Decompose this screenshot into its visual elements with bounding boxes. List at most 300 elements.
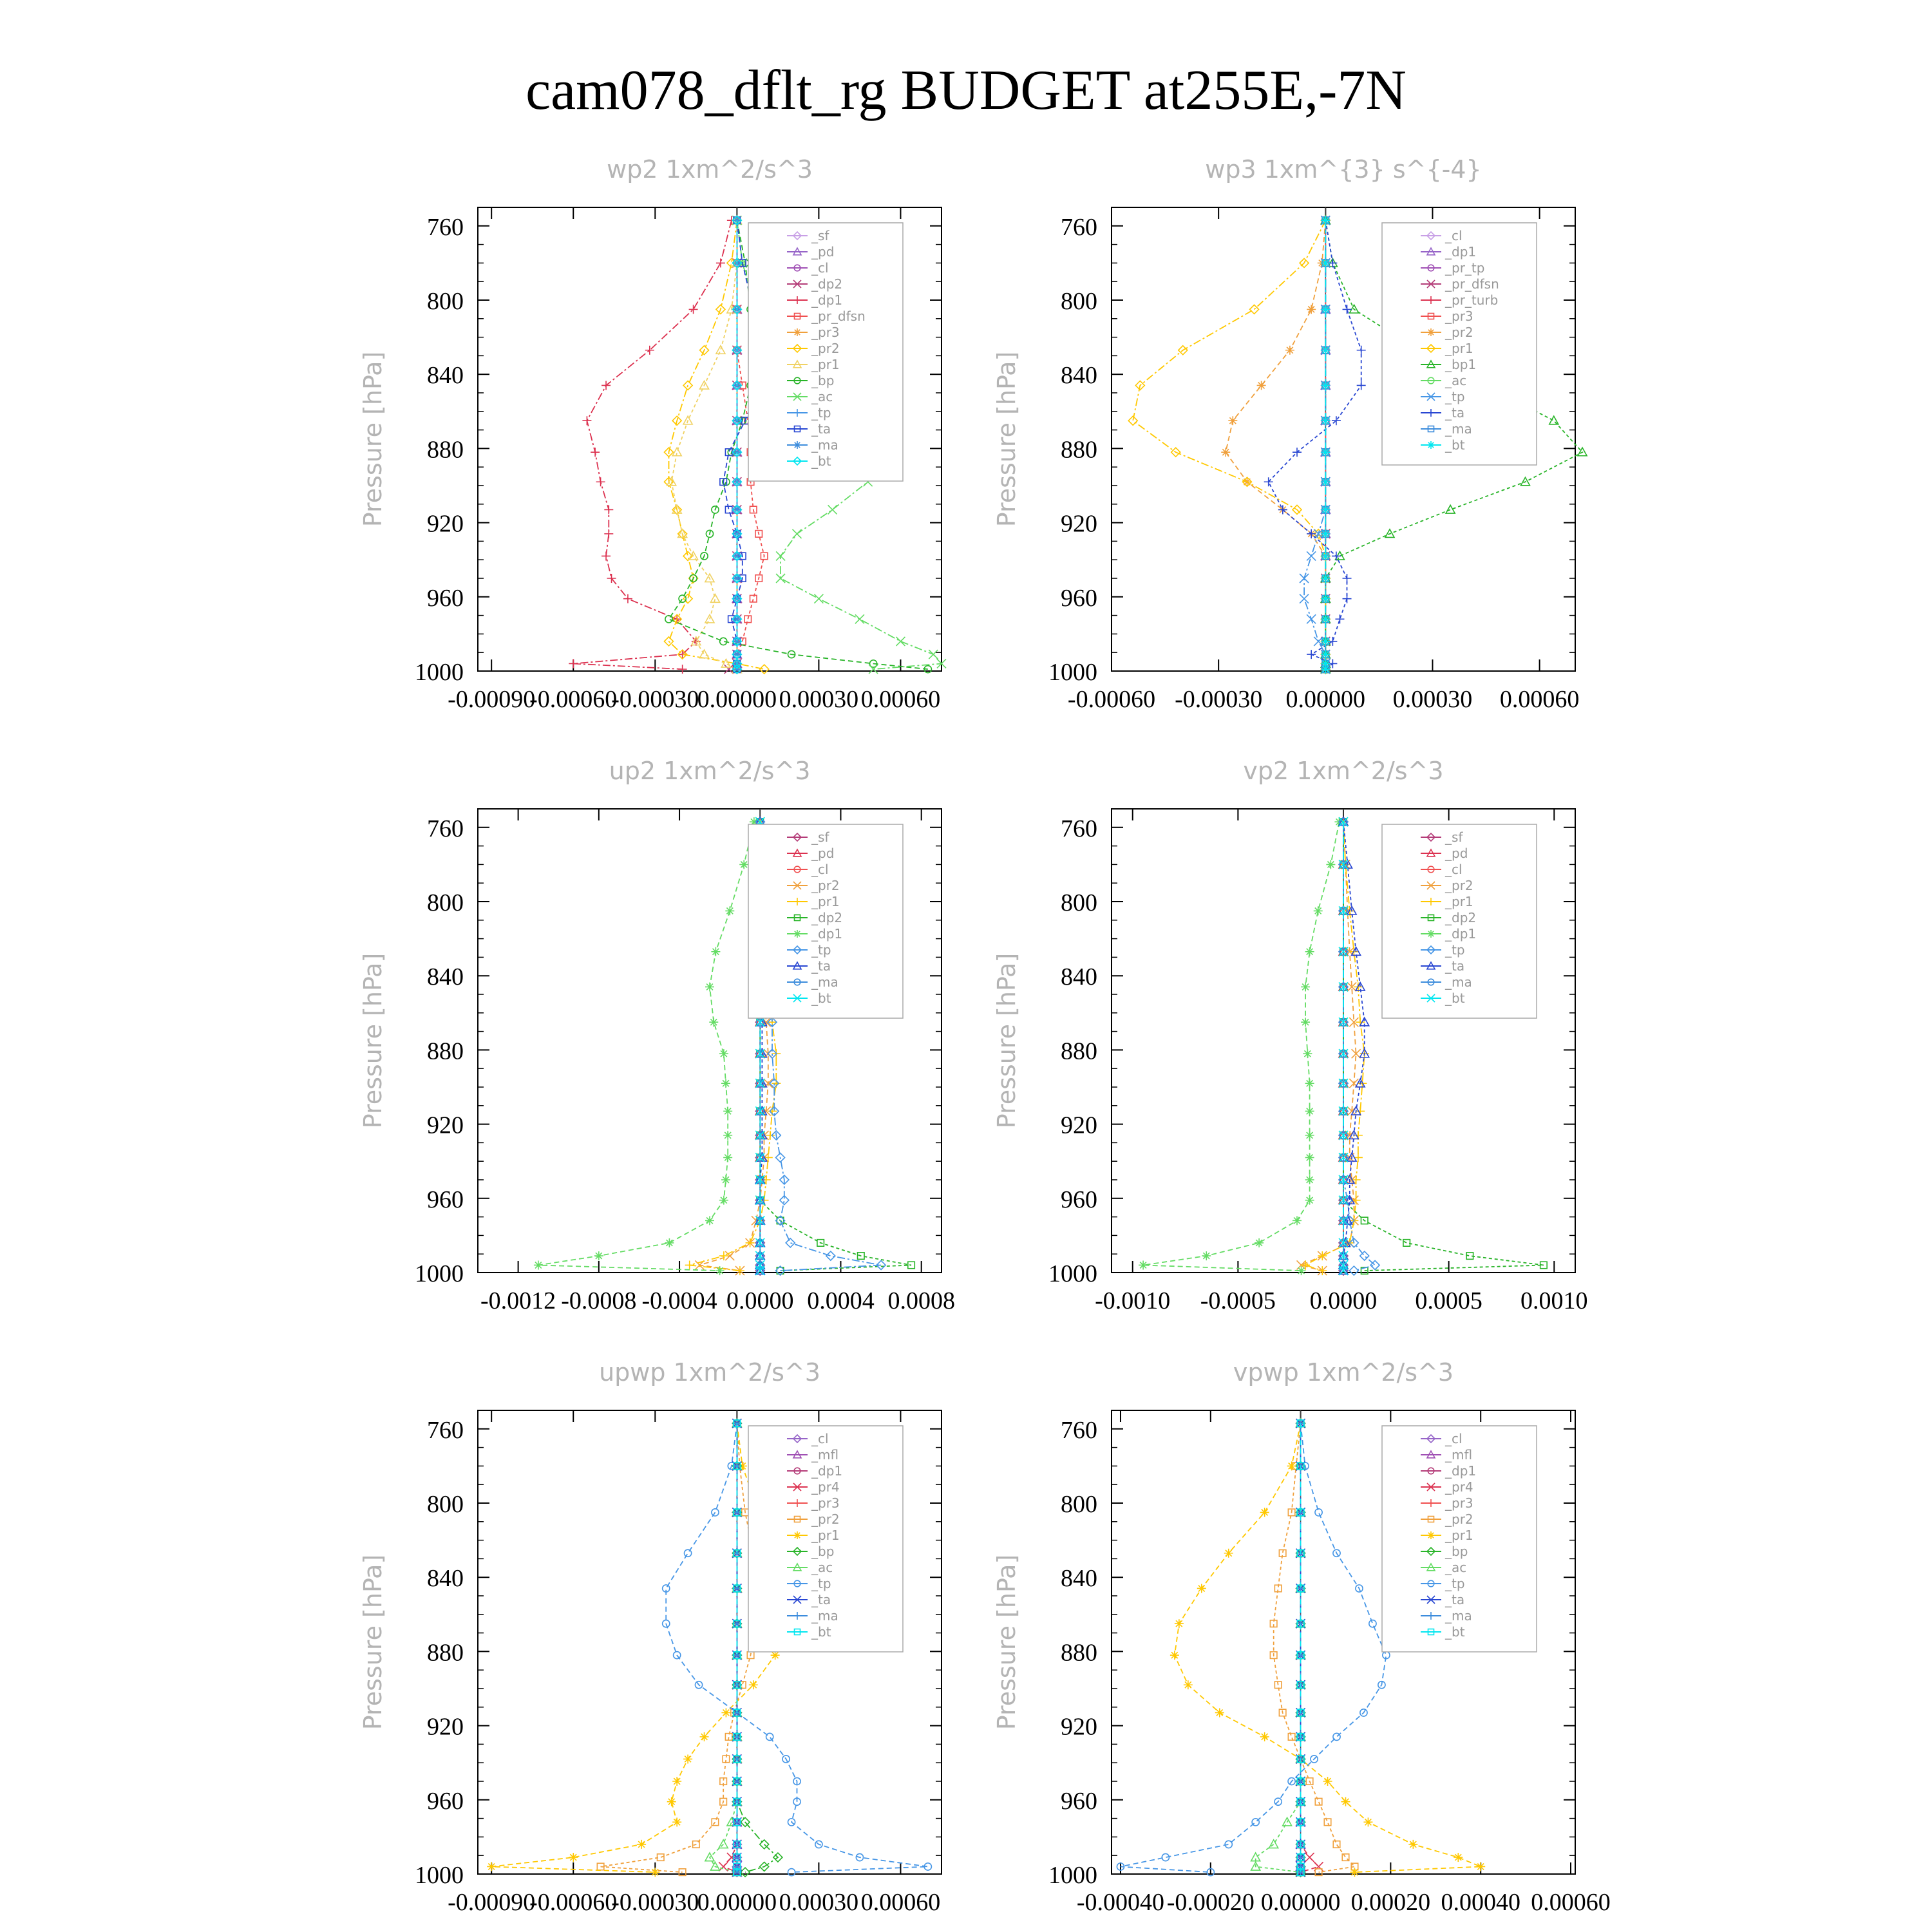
- data-point: [723, 1153, 732, 1162]
- legend-entry: _bp: [811, 1544, 835, 1559]
- y-tick-label: 760: [427, 213, 464, 241]
- data-point: [1224, 1549, 1233, 1558]
- legend-entry: _dp1: [811, 926, 843, 942]
- legend-entry: _bp1: [1445, 357, 1477, 372]
- data-point: [826, 1251, 835, 1260]
- data-point: [721, 1079, 730, 1088]
- series-line: [1121, 1423, 1386, 1872]
- data-point: [855, 614, 864, 623]
- x-tick-label: -0.00020: [1166, 1889, 1255, 1916]
- data-point: [1255, 1238, 1264, 1247]
- data-point: [1300, 594, 1309, 603]
- data-point: [1300, 574, 1309, 583]
- y-tick-label: 800: [427, 889, 464, 916]
- chart-panel-2: [992, 155, 1587, 713]
- series-pr4: [719, 1419, 741, 1877]
- y-tick-label: 960: [1061, 1787, 1097, 1815]
- data-point: [1305, 1196, 1314, 1205]
- x-tick-label: -0.0008: [561, 1287, 637, 1314]
- data-point: [788, 1869, 795, 1876]
- data-point: [665, 1238, 674, 1247]
- panel-title: up2 1xm^2/s^3: [609, 757, 811, 785]
- data-point: [487, 1862, 496, 1871]
- data-point: [1321, 505, 1330, 514]
- y-axis-label: Pressure [hPa]: [359, 351, 387, 527]
- data-point: [709, 1018, 718, 1027]
- data-point: [760, 665, 769, 674]
- data-point: [1454, 1853, 1463, 1862]
- data-point: [1349, 1266, 1358, 1275]
- data-point: [1305, 1153, 1314, 1162]
- y-tick-label: 920: [1061, 1713, 1097, 1741]
- legend-entry: _tp: [811, 405, 831, 421]
- data-point: [1427, 441, 1435, 449]
- x-tick-label: -0.00030: [1175, 686, 1263, 713]
- x-tick-label: 0.00000: [697, 1889, 777, 1916]
- data-point: [744, 616, 752, 623]
- series-line: [1133, 220, 1325, 669]
- legend: [1382, 1426, 1537, 1652]
- data-point: [678, 665, 687, 674]
- data-point: [1333, 1841, 1340, 1848]
- data-point: [776, 551, 785, 560]
- data-point: [1321, 258, 1330, 267]
- legend-entry: _tp: [811, 942, 831, 958]
- panel-title: vp2 1xm^2/s^3: [1243, 757, 1444, 785]
- legend-entry: _ac: [1445, 1560, 1467, 1575]
- data-point: [637, 1840, 646, 1849]
- data-point: [793, 441, 801, 449]
- y-tick-label: 840: [427, 963, 464, 991]
- x-tick-label: 0.00060: [860, 686, 941, 713]
- y-tick-label: 1000: [1048, 659, 1097, 686]
- data-point: [1408, 1840, 1417, 1849]
- x-tick-label: 0.00000: [1285, 686, 1366, 713]
- data-point: [569, 659, 578, 668]
- legend-entry: _pr_turb: [1445, 292, 1499, 308]
- legend-entry: _sf: [811, 228, 829, 243]
- legend-entry: _dp1: [811, 1463, 843, 1479]
- series-line: [573, 220, 732, 669]
- data-point: [1321, 574, 1330, 583]
- data-point: [1307, 305, 1316, 314]
- data-point: [1335, 614, 1344, 623]
- chart-panel-3: [359, 757, 955, 1314]
- y-axis-label: Pressure [hPa]: [992, 351, 1021, 527]
- data-point: [711, 947, 720, 956]
- y-axis-label: Pressure [hPa]: [992, 952, 1021, 1129]
- data-point: [1323, 1777, 1332, 1786]
- y-tick-label: 840: [1061, 963, 1097, 991]
- legend-entry: _bt: [1445, 990, 1465, 1006]
- y-axis-label: Pressure [hPa]: [359, 952, 387, 1129]
- data-point: [1363, 1817, 1372, 1826]
- y-tick-label: 960: [427, 584, 464, 612]
- legend-entry: _cl: [811, 862, 829, 877]
- y-tick-label: 800: [1061, 1491, 1097, 1518]
- data-point: [1260, 1732, 1269, 1741]
- legend-entry: _pr4: [811, 1479, 840, 1495]
- data-point: [786, 1238, 795, 1247]
- data-point: [793, 930, 801, 938]
- x-tick-label: -0.00060: [529, 1889, 618, 1916]
- data-point: [721, 1708, 730, 1717]
- x-tick-label: -0.00040: [1076, 1889, 1165, 1916]
- chart-panel-4: [992, 757, 1588, 1314]
- legend-entry: _pr2: [811, 878, 840, 893]
- y-tick-label: 760: [1061, 815, 1097, 842]
- legend-entry: _dp2: [1445, 910, 1477, 925]
- data-point: [1128, 416, 1137, 425]
- series-pr2: [1270, 1420, 1358, 1875]
- y-tick-label: 1000: [1048, 1260, 1097, 1287]
- data-point: [1184, 1680, 1193, 1689]
- data-point: [667, 1797, 676, 1806]
- x-tick-label: 0.00060: [1531, 1889, 1611, 1916]
- legend-entry: _pr3: [811, 1495, 840, 1511]
- legend-entry: _pr_tp: [1445, 260, 1485, 276]
- data-point: [1305, 947, 1314, 956]
- data-point: [1285, 346, 1294, 355]
- y-tick-label: 1000: [1048, 1862, 1097, 1889]
- y-tick-label: 880: [427, 1037, 464, 1065]
- legend: [1382, 824, 1537, 1018]
- data-point: [1326, 860, 1335, 869]
- data-point: [1357, 381, 1366, 390]
- y-tick-label: 840: [1061, 1565, 1097, 1593]
- legend-entry: _tp: [1445, 942, 1465, 958]
- series-pr1: [667, 216, 742, 673]
- data-point: [582, 416, 591, 425]
- legend-entry: _bp: [1445, 1544, 1468, 1559]
- data-point: [766, 1733, 773, 1740]
- y-tick-label: 880: [427, 1639, 464, 1667]
- series-dp1: [534, 817, 759, 1275]
- legend-entry: _pr1: [811, 1528, 840, 1543]
- series-line: [491, 1423, 791, 1872]
- data-point: [672, 1777, 681, 1786]
- data-point: [1293, 1216, 1302, 1225]
- data-point: [721, 1175, 730, 1184]
- x-tick-label: 0.0000: [726, 1287, 794, 1314]
- legend-entry: _bp: [811, 373, 835, 388]
- data-point: [1307, 650, 1316, 659]
- legend-entry: _bt: [1445, 1624, 1465, 1640]
- data-point: [1427, 1531, 1435, 1539]
- legend-entry: _pr2: [1445, 878, 1473, 893]
- legend-entry: _ma: [1445, 974, 1472, 990]
- data-point: [1301, 982, 1310, 991]
- data-point: [1303, 1049, 1312, 1058]
- data-point: [594, 1251, 603, 1260]
- panel-title: wp3 1xm^{3} s^{-4}: [1205, 155, 1482, 184]
- data-point: [685, 1260, 694, 1269]
- data-point: [1321, 551, 1330, 560]
- data-point: [1427, 930, 1435, 938]
- legend-entry: _dp2: [811, 276, 843, 292]
- x-tick-label: 0.00030: [779, 686, 859, 713]
- legend-entry: _pr1: [1445, 341, 1473, 356]
- y-tick-label: 840: [427, 362, 464, 390]
- legend-entry: _sf: [1445, 829, 1463, 845]
- data-point: [672, 1817, 681, 1826]
- y-tick-label: 760: [1061, 213, 1097, 241]
- legend: [1382, 223, 1537, 465]
- legend-entry: _tp: [1445, 1576, 1465, 1591]
- data-point: [750, 595, 757, 602]
- x-tick-label: -0.00060: [1067, 686, 1156, 713]
- x-tick-label: -0.0004: [641, 1287, 717, 1314]
- legend-entry: _mfl: [1445, 1447, 1473, 1463]
- data-point: [716, 346, 725, 354]
- legend-entry: _pd: [811, 244, 835, 260]
- data-point: [534, 1260, 543, 1269]
- data-point: [569, 1853, 578, 1862]
- data-point: [1301, 1018, 1310, 1027]
- y-tick-label: 920: [427, 1713, 464, 1741]
- data-point: [1197, 1584, 1206, 1593]
- data-point: [1321, 216, 1330, 225]
- data-point: [1315, 1509, 1322, 1516]
- chart-panel-1: [359, 155, 946, 713]
- y-tick-label: 840: [427, 1565, 464, 1593]
- series-tp: [1339, 817, 1379, 1275]
- legend-entry: _pr2: [1445, 325, 1473, 340]
- chart-panel-6: [992, 1358, 1611, 1916]
- legend-entry: _ta: [811, 1592, 831, 1607]
- y-tick-label: 920: [1061, 1112, 1097, 1139]
- series-dp1: [569, 216, 736, 674]
- data-point: [650, 1868, 659, 1877]
- y-tick-label: 960: [1061, 1186, 1097, 1213]
- data-point: [1314, 906, 1323, 915]
- data-point: [1332, 416, 1341, 425]
- legend-entry: _pr_dfsn: [811, 308, 866, 324]
- chart-panel-5: [359, 1358, 942, 1916]
- data-point: [869, 665, 878, 674]
- legend-entry: _cl: [1445, 862, 1463, 877]
- data-point: [1549, 416, 1558, 424]
- legend-entry: _cl: [811, 260, 829, 276]
- legend-entry: _dp1: [811, 292, 843, 308]
- data-point: [828, 505, 837, 514]
- legend-entry: _ma: [811, 437, 838, 453]
- x-tick-label: 0.0010: [1520, 1287, 1588, 1314]
- x-tick-label: -0.00060: [529, 686, 618, 713]
- series-line: [538, 822, 754, 1271]
- data-point: [896, 637, 905, 646]
- series-pr2: [1221, 216, 1330, 674]
- data-point: [793, 529, 802, 538]
- legend-entry: _ma: [1445, 1608, 1472, 1624]
- y-tick-label: 800: [427, 1491, 464, 1518]
- x-tick-label: -0.00090: [448, 1889, 536, 1916]
- legend-entry: _pr3: [811, 325, 840, 340]
- y-tick-label: 920: [427, 1112, 464, 1139]
- data-point: [776, 574, 785, 583]
- legend-entry: _bt: [811, 990, 831, 1006]
- data-point: [719, 1049, 728, 1058]
- legend-entry: _ta: [811, 958, 831, 974]
- data-point: [1305, 1106, 1314, 1115]
- legend-entry: _pr1: [1445, 1528, 1473, 1543]
- y-tick-label: 840: [1061, 362, 1097, 390]
- data-point: [705, 1216, 714, 1225]
- legend-entry: _ma: [1445, 421, 1472, 437]
- x-tick-label: 0.0000: [1309, 1287, 1378, 1314]
- y-tick-label: 880: [1061, 436, 1097, 464]
- x-tick-label: 0.00030: [779, 1889, 859, 1916]
- legend-entry: _pd: [1445, 846, 1468, 861]
- data-point: [793, 328, 801, 336]
- legend-entry: _dp1: [1445, 926, 1477, 942]
- data-point: [679, 595, 686, 602]
- data-point: [1305, 1853, 1314, 1862]
- data-point: [1321, 529, 1330, 538]
- legend-entry: _ta: [1445, 405, 1465, 421]
- x-tick-label: -0.00030: [611, 1889, 699, 1916]
- data-point: [1264, 477, 1273, 486]
- data-point: [604, 505, 613, 514]
- data-point: [591, 448, 600, 457]
- data-point: [1427, 328, 1435, 336]
- legend-entry: _tp: [811, 1576, 831, 1591]
- data-point: [1305, 1131, 1314, 1140]
- data-point: [705, 982, 714, 991]
- data-point: [1202, 1251, 1211, 1260]
- y-tick-label: 960: [1061, 584, 1097, 612]
- x-tick-label: 0.00060: [1499, 686, 1580, 713]
- data-point: [604, 529, 613, 538]
- legend-entry: _pr2: [811, 341, 840, 356]
- data-point: [1305, 1175, 1314, 1184]
- legend-entry: _pr1: [811, 894, 840, 909]
- legend-entry: _mfl: [811, 1447, 839, 1463]
- series-line: [1226, 220, 1325, 669]
- y-tick-label: 880: [1061, 1037, 1097, 1065]
- series-ta: [1264, 216, 1366, 674]
- data-point: [1305, 1079, 1314, 1088]
- series-dp1: [1139, 817, 1343, 1275]
- legend-entry: _dp1: [1445, 1463, 1477, 1479]
- y-tick-label: 760: [427, 815, 464, 842]
- data-point: [716, 258, 725, 267]
- y-tick-label: 920: [1061, 510, 1097, 538]
- y-axis-label: Pressure [hPa]: [359, 1554, 387, 1730]
- x-tick-label: -0.0012: [480, 1287, 556, 1314]
- data-point: [723, 1131, 732, 1140]
- legend-entry: _ma: [811, 974, 838, 990]
- x-tick-label: 0.0004: [807, 1287, 875, 1314]
- data-point: [1307, 614, 1316, 623]
- data-point: [1341, 1797, 1350, 1806]
- legend-entry: _pd: [811, 846, 835, 861]
- data-point: [929, 650, 938, 659]
- legend-entry: _sf: [811, 829, 829, 845]
- legend: [748, 1426, 903, 1652]
- legend-entry: _pr2: [1445, 1511, 1473, 1527]
- y-axis-label: Pressure [hPa]: [992, 1554, 1021, 1730]
- data-point: [601, 551, 611, 560]
- data-point: [1369, 1620, 1376, 1627]
- y-tick-label: 760: [427, 1416, 464, 1444]
- legend-entry: _ta: [811, 421, 831, 437]
- data-point: [739, 860, 748, 869]
- data-point: [719, 1196, 728, 1205]
- legend-entry: _dp1: [1445, 244, 1477, 260]
- data-point: [723, 1106, 732, 1115]
- x-tick-label: 0.0008: [887, 1287, 955, 1314]
- x-tick-label: 0.00000: [1260, 1889, 1341, 1916]
- legend-entry: _pr3: [1445, 1495, 1473, 1511]
- data-point: [1215, 1708, 1224, 1717]
- y-tick-label: 1000: [415, 1260, 464, 1287]
- data-point: [1139, 1260, 1148, 1269]
- x-tick-label: 0.00040: [1441, 1889, 1520, 1916]
- series-pr1: [1128, 216, 1330, 674]
- series-ac: [705, 1419, 741, 1876]
- data-point: [1333, 1733, 1340, 1740]
- data-point: [1321, 305, 1330, 314]
- legend-entry: _ac: [811, 389, 833, 404]
- legend-entry: _pr3: [1445, 308, 1473, 324]
- x-tick-label: -0.0005: [1200, 1287, 1276, 1314]
- legend-entry: _ma: [811, 1608, 838, 1624]
- y-tick-label: 920: [427, 510, 464, 538]
- panel-title: upwp 1xm^2/s^3: [599, 1358, 820, 1387]
- data-point: [793, 1531, 801, 1539]
- series-tp: [1117, 1420, 1390, 1876]
- data-point: [1301, 1260, 1310, 1269]
- data-point: [1350, 1868, 1359, 1877]
- data-point: [715, 1266, 724, 1275]
- data-point: [700, 1732, 709, 1741]
- figure-title: cam078_dflt_rg BUDGET at255E,-7N: [526, 59, 1406, 122]
- y-tick-label: 800: [427, 288, 464, 315]
- data-point: [1446, 505, 1455, 513]
- legend-entry: _bt: [1445, 437, 1465, 453]
- x-tick-label: 0.00000: [697, 686, 777, 713]
- legend-entry: _dp2: [811, 910, 843, 925]
- data-point: [1297, 1266, 1306, 1275]
- legend-entry: _cl: [1445, 1431, 1463, 1446]
- data-point: [1252, 1819, 1259, 1826]
- legend-entry: _cl: [811, 1431, 829, 1446]
- data-point: [1343, 574, 1352, 583]
- y-tick-label: 960: [427, 1787, 464, 1815]
- panel-title: wp2 1xm^2/s^3: [607, 155, 813, 184]
- data-point: [1343, 594, 1352, 603]
- data-point: [710, 594, 719, 603]
- data-point: [665, 616, 672, 623]
- legend-entry: _ta: [1445, 958, 1465, 974]
- data-point: [1170, 1651, 1179, 1660]
- data-point: [1175, 1619, 1184, 1628]
- data-point: [685, 1549, 692, 1557]
- data-point: [596, 477, 605, 486]
- x-tick-label: 0.00030: [1392, 686, 1473, 713]
- data-point: [700, 650, 709, 658]
- data-point: [725, 906, 734, 915]
- legend-entry: _pr2: [811, 1511, 840, 1527]
- data-point: [689, 305, 698, 314]
- x-tick-label: -0.00090: [448, 686, 536, 713]
- legend-entry: _cl: [1445, 228, 1463, 243]
- data-point: [1476, 1862, 1485, 1871]
- x-tick-label: -0.0010: [1095, 1287, 1171, 1314]
- data-point: [1357, 346, 1366, 355]
- y-tick-label: 760: [1061, 1416, 1097, 1444]
